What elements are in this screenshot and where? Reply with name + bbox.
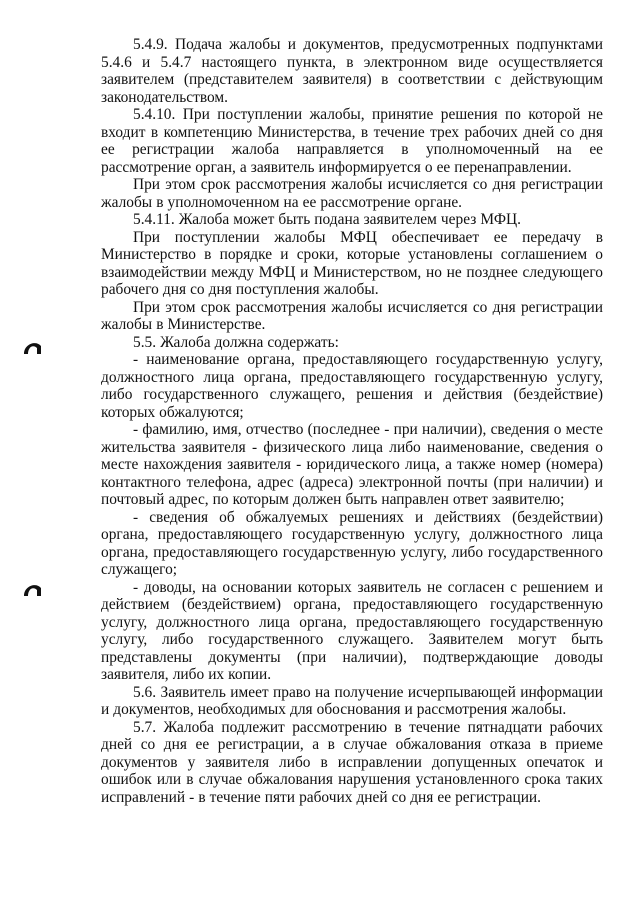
document-body [101, 36, 603, 806]
paragraph-5-4-11-mfc: При поступлении жалобы МФЦ обеспечивает ее передачу в Министерство в порядке и сроки, которые установлены соглашением о взаимодействии между МФЦ и Министерством, но не позднее следующего рабочего дня со дня поступления жалобы. [101, 228, 603, 298]
list-item: - наименование органа, предоставляющего государственную услугу, должностного лица органа, предоставляющего государственную услугу, либо государственного служащего, решения и действия (бездействие) которых обжалуются; [101, 351, 603, 421]
list-item: - доводы, на основании которых заявитель не согласен с решением и действием (бездействием) органа, предоставляющего государственную услугу, должностного лица органа, предоставляющего государственную услугу, либо государственного служащего. Заявителем могут быть представлены документы (при наличии), подтверждающие доводы заявителя, либо их копии. [101, 578, 603, 683]
paragraph-5-4-10-term: При этом срок рассмотрения жалобы исчисляется со дня регистрации жалобы в уполномоченном на ее рассмотрение органе. [101, 176, 603, 211]
list-item: - фамилию, имя, отчество (последнее - при наличии), сведения о месте жительства заявителя - физического лица либо наименование, сведения о месте нахождения заявителя - юридического лица, а также номер (номера) контактного телефона, адрес (адреса) электронной почты (при наличии) и почтовый адрес, по которым должен быть направлен ответ заявителю; [101, 421, 603, 508]
binding-hole-mark-icon [22, 338, 44, 360]
paragraph-5-5: 5.5. Жалоба должна содержать: [133, 333, 339, 351]
paragraph-5-4-11-term: При этом срок рассмотрения жалобы исчисляется со дня регистрации жалобы в Министерстве. [101, 298, 603, 333]
paragraph-5-4-10: 5.4.10. При поступлении жалобы, принятие решения по которой не входит в компетенцию Министерства, в течение трех рабочих дней со дня ее регистрации жалоба направляется в уполномоченный на ее рассмотрение орган, а заявитель информируется о ее перенаправлении. [101, 106, 603, 176]
paragraph-5-6: 5.6. Заявитель имеет право на получение исчерпывающей информации и документов, необходимых для обоснования и рассмотрения жалобы. [101, 683, 603, 718]
paragraph-5-4-11: 5.4.11. Жалоба может быть подана заявителем через МФЦ. [133, 211, 521, 228]
paragraph-5-7: 5.7. Жалоба подлежит рассмотрению в течение пятнадцати рабочих дней со дня ее регистрации, а в случае обжалования отказа в приеме документов у заявителя либо в исправлении допущенных опечаток и ошибок или в случае обжалования нарушения установленного срока таких исправлений - в течение пяти рабочих дней со дня ее регистрации. [101, 718, 603, 806]
paragraph-5-4-9: 5.4.9. Подача жалобы и документов, предусмотренных подпунктами 5.4.6 и 5.4.7 настоящего пункта, в электронном виде осуществляется заявителем (представителем заявителя) в соответствии с действующим законодательством. [101, 36, 603, 106]
list-item: - сведения об обжалуемых решениях и действиях (бездействии) органа, предоставляющего государственную услугу, должностного лица органа, предоставляющего государственную услугу, либо государственного служащего; [101, 508, 603, 578]
binding-hole-mark-icon [22, 580, 44, 602]
